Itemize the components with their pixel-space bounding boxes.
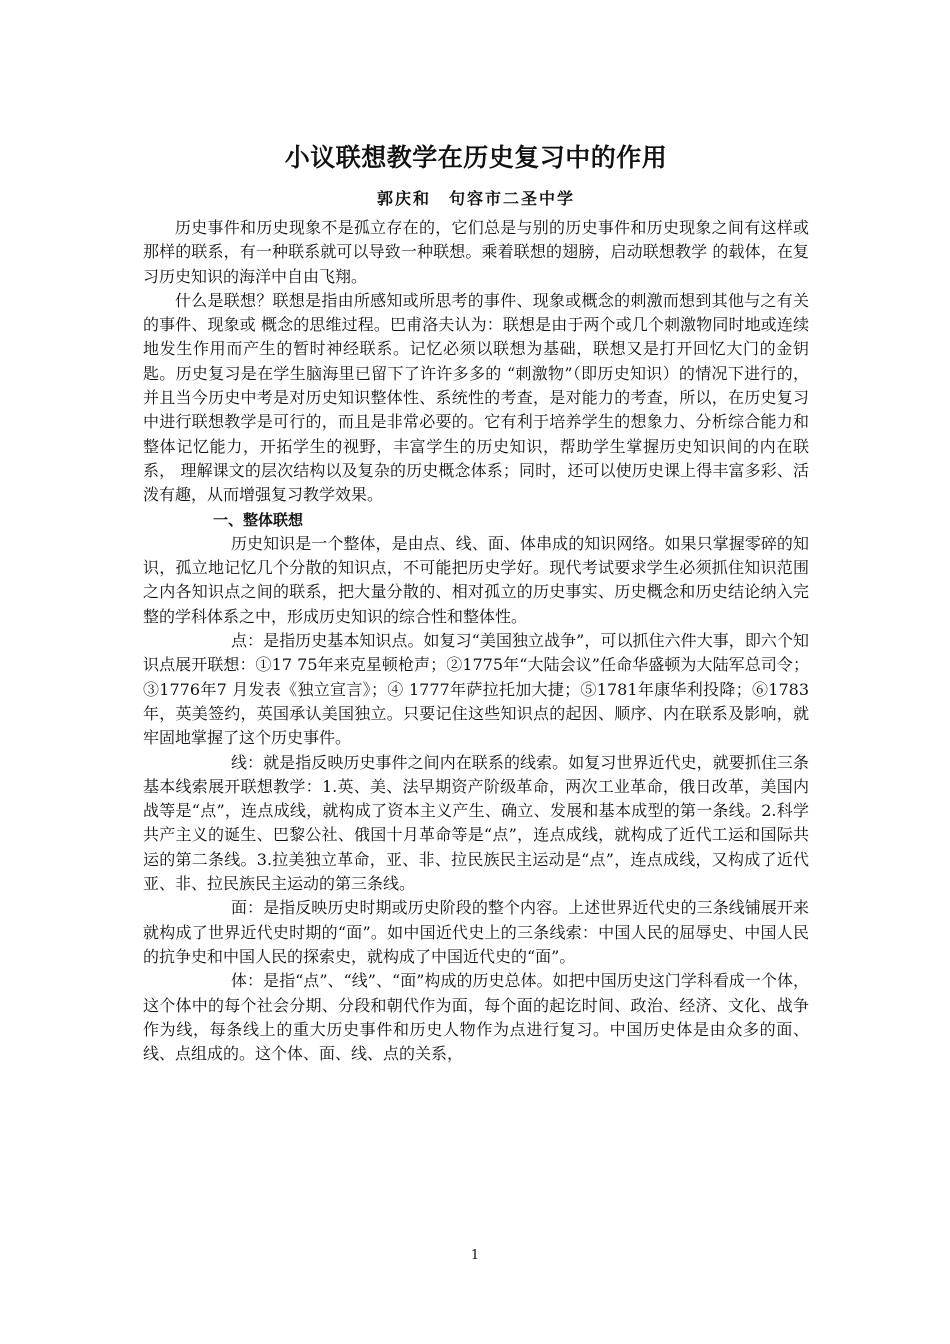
section-heading-holistic: 一、整体联想: [213, 510, 304, 529]
intro-paragraph-1: 历史事件和历史现象不是孤立存在的，它们总是与别的历史事件和历史现象之间有这样或那样的联系，有一种联系就可以导致一种联想。乘着联想的翅膀，启动联想教学 的载体，在复习历史知识的海洋中自由飞翔。: [143, 218, 809, 286]
document-title: 小议联想教学在历史复习中的作用: [284, 143, 668, 172]
section-paragraph-body: 体：是指“点”、“线”、“面”构成的历史总体。如把中国历史这门学科看成一个体，这个体中的每个社会分期、分段和朝代作为面，每个面的起讫时间、政治、经济、文化、战争作为线，每条线上的重大历史事件和历史人物作为点进行复习。中国历史体是由众多的面、线、点组成的。这个体、面、线、点的关系，: [143, 971, 809, 1064]
intro-paragraph-2: 什么是联想？联想是指由所感知或所思考的事件、现象或概念的刺激而想到其他与之有关的事件、现象或 概念的思维过程。巴甫洛夫认为：联想是由于两个或几个刺激物同时地或连续地发生作用而产生的暂时神经联系。记忆必须以联想为基础，联想又是打开回忆大门的金钥匙。历史复习是在学生脑海里已留下了许许多多的 “刺激物”（即历史知识）的情况下进行的，并且当今历史中考是对历史知识整体性、系统性的考查，是对能力的考查，所以，在历史复习中进行联想教学是可行的，而且是非常必要的。它有利于培养学生的想象力、分析综合能力和整体记忆能力，开拓学生的视野，丰富学生的历史知识，帮助学生掌握历史知识间的内在联系， 理解课文的层次结构以及复杂的历史概念体系；同时，还可以使历史课上得丰富多彩、活泼有趣，从而增强复习教学效果。: [143, 290, 809, 505]
page-number: 1: [470, 1248, 480, 1263]
section-paragraph-overview: 历史知识是一个整体，是由点、线、面、体串成的知识网络。如果只掌握零碎的知识，孤立地记忆几个分散的知识点，不可能把历史学好。现代考试要求学生必须抓住知识范围之内各知识点之间的联系，把大量分散的、相对孤立的历史事实、历史概念和历史结论纳入完整的学科体系之中，形成历史知识的综合性和整体性。: [143, 533, 809, 626]
document-page: [143, 138, 809, 1066]
section-paragraph-line: 线：就是指反映历史事件之间内在联系的线索。如复习世界近代史，就要抓住三条基本线索展开联想教学：1.英、美、法早期资产阶级革命，两次工业革命，俄日改革，美国内战等是“点”，连点成线，就构成了资本主义产生、确立、发展和基本成型的第一条线。2.科学共产主义的诞生、巴黎公社、俄国十月革命等是“点”，连点成线，就构成了近代工运和国际共运的第二条线。3.拉美独立革命，亚、非、拉民族民主运动是“点”，连点成线，又构成了近代亚、非、拉民族民主运动的第三条线。: [143, 752, 809, 894]
section-paragraph-point: 点：是指历史基本知识点。如复习“美国独立战争”，可以抓住六件大事，即六个知识点展开联想：①17 75年来克星顿枪声；②1775年“大陆会议”任命华盛顿为大陆军总司令；③1776年7 月发表《独立宣言》；④ 1777年萨拉托加大捷；⑤1781年康华利投降；⑥1783年，英美签约，英国承认美国独立。只要记住这些知识点的起因、顺序、内在联系及影响，就牢固地掌握了这个历史事件。: [143, 631, 809, 748]
author-line: 郭庆和 句容市二圣中学: [376, 189, 575, 208]
section-paragraph-plane: 面：是指反映历史时期或历史阶段的整个内容。上述世界近代史的三条线铺展开来就构成了世界近代史时期的“面”。如中国近代史上的三条线索：中国人民的屈辱史、中国人民的抗争史和中国人民的探索史，就构成了中国近代史的“面”。: [143, 898, 809, 966]
